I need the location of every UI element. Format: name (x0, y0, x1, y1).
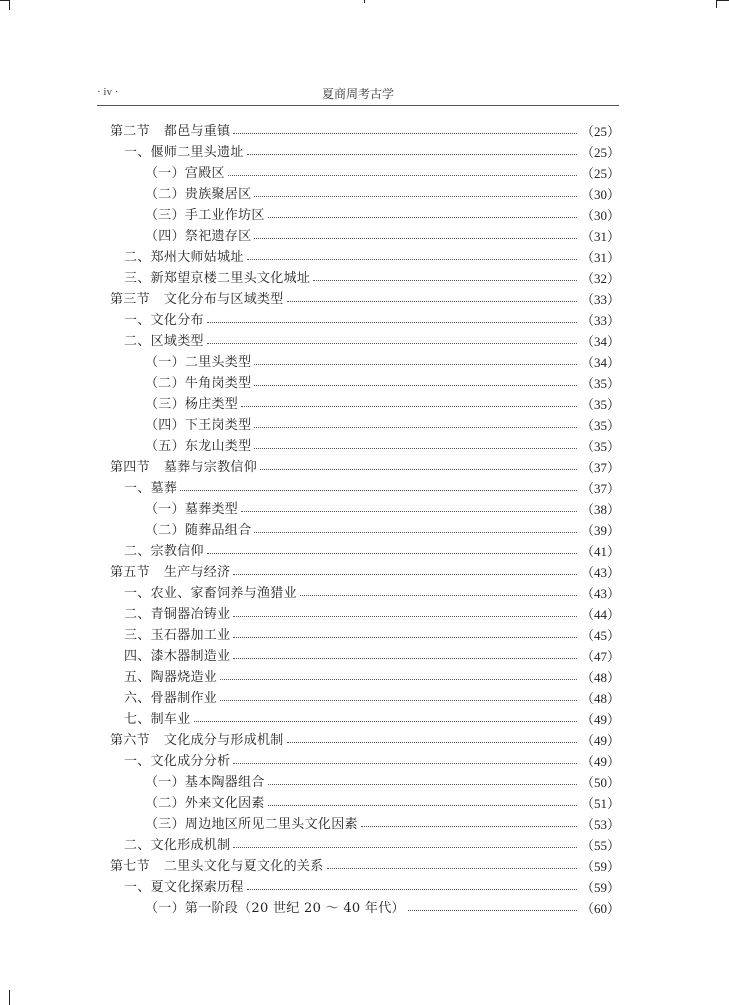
toc-entry-title: 一、农业、家畜饲养与渔猎业 (124, 586, 297, 601)
toc-entry-label (124, 751, 230, 772)
toc-entry-title: （四）下王岗类型 (145, 418, 252, 433)
dot-leader (241, 511, 577, 512)
toc-entry-label (110, 121, 230, 142)
toc-section-number: 第二节 (110, 124, 150, 139)
dot-leader (194, 721, 577, 722)
toc-page-number: （53） (580, 817, 620, 832)
toc-entry-title: 五、陶器烧造业 (124, 670, 218, 685)
toc-entry-row[interactable] (110, 541, 620, 562)
page-number: · iv · (97, 86, 119, 98)
toc-entry-title: 二、文化形成机制 (124, 838, 231, 853)
toc-entry-title: 三、玉石器加工业 (124, 628, 231, 643)
header-rule (97, 105, 619, 106)
toc-page-number: （39） (580, 523, 620, 538)
dot-leader (254, 532, 577, 533)
toc-page-number: （49） (580, 754, 620, 769)
toc-entry-label (145, 226, 251, 247)
toc-page-number: （59） (580, 859, 620, 874)
toc-entry-title: 三、新郑望京楼二里头文化城址 (124, 271, 311, 286)
toc-entry-title: （三）手工业作坊区 (145, 208, 265, 223)
dot-leader (233, 637, 577, 638)
toc-entry-label (145, 520, 251, 541)
toc-entry-row[interactable] (110, 142, 620, 163)
dot-leader (207, 322, 577, 323)
toc-entry-label (124, 541, 204, 562)
toc-entry-title: （四）祭祀遗存区 (145, 229, 252, 244)
toc-entry-label (110, 289, 284, 310)
dot-leader (207, 553, 577, 554)
table-of-contents (110, 121, 620, 919)
toc-section-number: 第四节 (110, 460, 150, 475)
toc-entry-label (124, 478, 177, 499)
dot-leader (313, 280, 577, 281)
toc-page-number: （34） (580, 355, 620, 370)
dot-leader (268, 217, 577, 218)
dot-leader (233, 658, 577, 659)
toc-page-number: （48） (580, 691, 620, 706)
dot-leader (233, 133, 577, 134)
toc-entry-label (110, 856, 324, 877)
dot-leader (233, 616, 577, 617)
toc-entry-title: 一、偃师二里头遗址 (124, 145, 244, 160)
toc-entry-label (110, 562, 230, 583)
toc-entry-title: （二）贵族聚居区 (145, 187, 252, 202)
dot-leader (233, 574, 577, 575)
dot-leader (268, 805, 577, 806)
toc-section-number: 第三节 (110, 292, 150, 307)
toc-entry-row[interactable] (110, 310, 620, 331)
toc-page-number: （34） (580, 334, 620, 349)
toc-entry-label (124, 142, 244, 163)
toc-subentry-row[interactable] (110, 520, 620, 541)
toc-page-number: （30） (580, 208, 620, 223)
dot-leader (254, 385, 577, 386)
toc-entry-title: 都邑与重镇 (163, 124, 231, 139)
page-header (97, 86, 619, 104)
dot-leader (254, 238, 577, 239)
toc-entry-label (124, 709, 191, 730)
toc-entry-title: （二）牛角岗类型 (145, 376, 252, 391)
toc-entry-row[interactable] (110, 604, 620, 625)
toc-section-row[interactable] (110, 856, 620, 877)
dot-leader (207, 343, 577, 344)
crop-mark-top-right-vertical (716, 0, 717, 8)
dot-leader (254, 196, 577, 197)
toc-subentry-row[interactable] (110, 163, 620, 184)
toc-entry-row[interactable] (110, 268, 620, 289)
toc-entry-title: 一、夏文化探索历程 (124, 880, 244, 895)
toc-entry-title: 二里头文化与夏文化的关系 (163, 859, 324, 874)
dot-leader (220, 679, 577, 680)
toc-page-number: （49） (580, 712, 620, 727)
toc-page-number: （60） (580, 901, 620, 916)
dot-leader (287, 742, 577, 743)
dot-leader (408, 910, 577, 911)
toc-entry-label (124, 604, 230, 625)
toc-entry-title: （三）周边地区所见二里头文化因素 (145, 817, 358, 832)
toc-subentry-row[interactable] (110, 499, 620, 520)
toc-subentry-row[interactable] (110, 226, 620, 247)
toc-section-row[interactable] (110, 730, 620, 751)
toc-page-number: （43） (580, 586, 620, 601)
book-title: 夏商周考古学 (321, 87, 394, 101)
toc-subentry-row[interactable] (110, 394, 620, 415)
toc-entry-row[interactable] (110, 247, 620, 268)
toc-entry-label (110, 730, 284, 751)
toc-entry-row[interactable] (110, 478, 620, 499)
toc-section-number: 第七节 (110, 859, 150, 874)
toc-entry-title: （二）随葬品组合 (145, 523, 252, 538)
toc-page-number: （38） (580, 502, 620, 517)
toc-entry-label (145, 415, 251, 436)
dot-leader (228, 175, 577, 176)
toc-page-number: （30） (580, 187, 620, 202)
toc-subentry-row[interactable] (110, 793, 620, 814)
toc-entry-label (145, 205, 265, 226)
toc-page-number: （49） (580, 733, 620, 748)
toc-section-row[interactable] (110, 121, 620, 142)
dot-leader (300, 595, 577, 596)
toc-entry-title: 文化成分与形成机制 (163, 733, 284, 748)
toc-page-number: （35） (580, 418, 620, 433)
toc-section-row[interactable] (110, 457, 620, 478)
toc-entry-label (145, 793, 265, 814)
toc-section-number: 第六节 (110, 733, 150, 748)
toc-entry-row[interactable] (110, 835, 620, 856)
toc-section-row[interactable] (110, 289, 620, 310)
dot-leader (233, 847, 577, 848)
toc-subentry-row[interactable] (110, 772, 620, 793)
toc-page-number: （37） (580, 460, 620, 475)
toc-entry-label (145, 163, 225, 184)
toc-entry-label (145, 352, 251, 373)
toc-subentry-row[interactable] (110, 814, 620, 835)
toc-page-number: （35） (580, 439, 620, 454)
dot-leader (247, 154, 577, 155)
crop-mark-top-center (364, 0, 365, 3)
toc-section-number: 第五节 (110, 565, 150, 580)
toc-entry-label (124, 247, 244, 268)
toc-entry-title: 二、青铜器冶铸业 (124, 607, 231, 622)
toc-entry-title: （一）基本陶器组合 (145, 775, 265, 790)
toc-page-number: （48） (580, 670, 620, 685)
toc-entry-label (124, 667, 217, 688)
toc-entry-title: （一）墓葬类型 (145, 502, 239, 517)
toc-entry-label (110, 457, 257, 478)
toc-entry-title: 四、漆木器制造业 (124, 649, 231, 664)
toc-page-number: （33） (580, 292, 620, 307)
toc-entry-label (145, 373, 251, 394)
dot-leader (327, 868, 577, 869)
crop-mark-top-left-vertical (9, 0, 10, 10)
toc-entry-label (145, 898, 405, 919)
dot-leader (247, 889, 577, 890)
toc-entry-label (124, 688, 217, 709)
toc-page-number: （47） (580, 649, 620, 664)
toc-page-number: （31） (580, 250, 620, 265)
toc-entry-title: （一）第一阶段（20 世纪 20 ～ 40 年代） (145, 901, 405, 916)
toc-entry-label (124, 625, 230, 646)
toc-subentry-row[interactable] (110, 415, 620, 436)
toc-entry-title: （一）二里头类型 (145, 355, 252, 370)
toc-subentry-row[interactable] (110, 898, 620, 919)
toc-entry-label (124, 835, 230, 856)
toc-page-number: （45） (580, 628, 620, 643)
toc-page-number: （25） (580, 145, 620, 160)
toc-entry-label (124, 310, 204, 331)
toc-page-number: （41） (580, 544, 620, 559)
dot-leader (254, 448, 577, 449)
toc-subentry-row[interactable] (110, 184, 620, 205)
toc-entry-title: 生产与经济 (163, 565, 231, 580)
toc-entry-row[interactable] (110, 709, 620, 730)
dot-leader (254, 364, 577, 365)
dot-leader (268, 784, 577, 785)
dot-leader (287, 301, 577, 302)
toc-subentry-row[interactable] (110, 436, 620, 457)
toc-entry-title: 墓葬与宗教信仰 (163, 460, 258, 475)
toc-entry-title: 一、墓葬 (124, 481, 178, 496)
dot-leader (220, 700, 577, 701)
toc-entry-label (145, 772, 265, 793)
toc-page-number: （35） (580, 376, 620, 391)
dot-leader (361, 826, 577, 827)
toc-subentry-row[interactable] (110, 352, 620, 373)
toc-section-row[interactable] (110, 562, 620, 583)
toc-entry-row[interactable] (110, 877, 620, 898)
toc-entry-title: 一、文化分布 (124, 313, 204, 328)
toc-entry-label (124, 268, 310, 289)
toc-entry-label (145, 814, 358, 835)
toc-page-number: （32） (580, 271, 620, 286)
toc-entry-row[interactable] (110, 331, 620, 352)
toc-entry-title: 六、骨器制作业 (124, 691, 218, 706)
toc-entry-label (124, 877, 244, 898)
toc-entry-row[interactable] (110, 667, 620, 688)
dot-leader (260, 469, 577, 470)
toc-entry-label (124, 646, 230, 667)
toc-page-number: （50） (580, 775, 620, 790)
crop-mark-bottom-left (9, 990, 10, 1005)
dot-leader (180, 490, 577, 491)
toc-entry-row[interactable] (110, 688, 620, 709)
toc-subentry-row[interactable] (110, 373, 620, 394)
toc-page-number: （55） (580, 838, 620, 853)
toc-entry-title: （一）宫殿区 (145, 166, 225, 181)
toc-entry-label (124, 583, 297, 604)
toc-page-number: （33） (580, 313, 620, 328)
toc-page-number: （37） (580, 481, 620, 496)
dot-leader (233, 763, 577, 764)
toc-page-number: （51） (580, 796, 620, 811)
dot-leader (241, 406, 577, 407)
toc-entry-title: （五）东龙山类型 (145, 439, 252, 454)
toc-page-number: （25） (580, 124, 620, 139)
toc-entry-row[interactable] (110, 625, 620, 646)
toc-entry-label (145, 184, 251, 205)
toc-page-number: （59） (580, 880, 620, 895)
toc-page-number: （35） (580, 397, 620, 412)
toc-page-number: （44） (580, 607, 620, 622)
toc-entry-title: 二、郑州大师姑城址 (124, 250, 244, 265)
toc-entry-row[interactable] (110, 751, 620, 772)
toc-entry-label (145, 436, 251, 457)
toc-entry-title: 文化分布与区域类型 (163, 292, 284, 307)
toc-page-number: （31） (580, 229, 620, 244)
toc-entry-title: （二）外来文化因素 (145, 796, 265, 811)
toc-entry-title: 二、区域类型 (124, 334, 204, 349)
toc-entry-title: （三）杨庄类型 (145, 397, 239, 412)
dot-leader (247, 259, 577, 260)
dot-leader (254, 427, 577, 428)
toc-entry-title: 一、文化成分分析 (124, 754, 231, 769)
toc-subentry-row[interactable] (110, 205, 620, 226)
crop-mark-top-right (716, 0, 729, 1)
toc-entry-title: 七、制车业 (124, 712, 191, 727)
toc-entry-row[interactable] (110, 646, 620, 667)
toc-page-number: （43） (580, 565, 620, 580)
toc-entry-label (145, 394, 238, 415)
toc-entry-title: 二、宗教信仰 (124, 544, 204, 559)
toc-entry-label (145, 499, 238, 520)
toc-entry-label (124, 331, 204, 352)
toc-page-number: （25） (580, 166, 620, 181)
toc-entry-row[interactable] (110, 583, 620, 604)
